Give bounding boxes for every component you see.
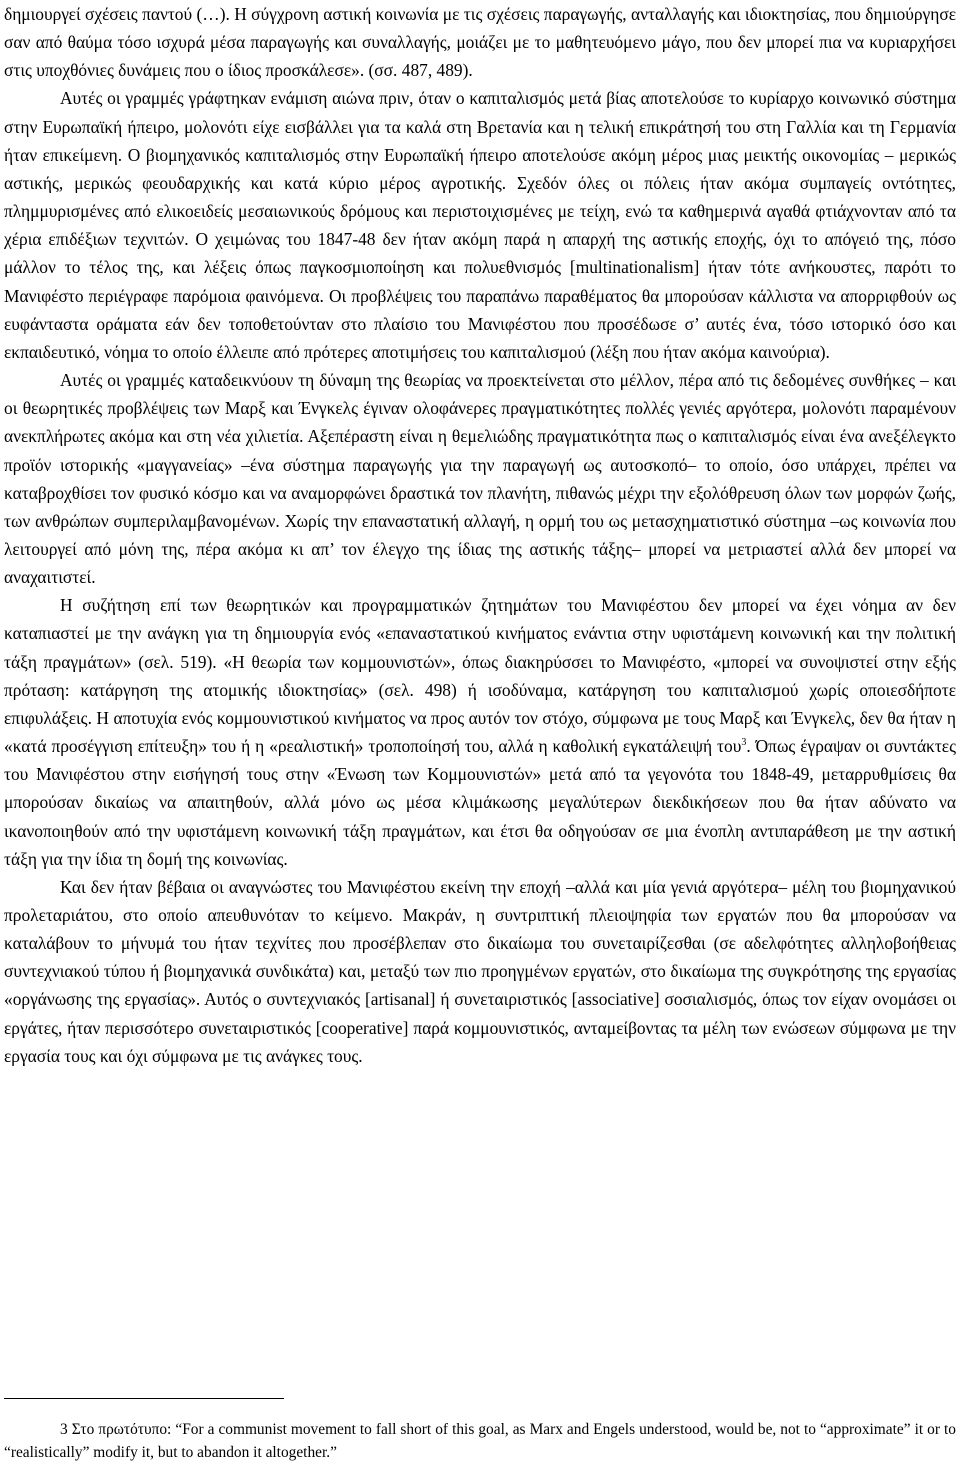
paragraph-5: Και δεν ήταν βέβαια οι αναγνώστες του Μανιφέστου εκείνη την εποχή –αλλά και μία γενιά αργότερα– μέλη του βιομηχανικού προλεταριάτου, στο οποίο απευθυνόταν το κείμενο. Μακράν, η συντριπτική πλειοψηφία των εργατών που θα μπορούσαν να καταλάβουν το μήνυμά του ήταν τεχνίτες που προσέβλεπαν στο δικαίωμα του συνεταιρίζεσθαι (σε αδελφότητες αλληλοβοήθειας συντεχνιακού τύπου ή βιομηχανικά συνδικάτα) και, μεταξύ των πιο προηγμένων εργατών, στο δικαίωμα της συγκρότησης της εργασίας «οργάνωσης της εργασίας». Αυτός ο συντεχνιακός [artisanal] ή συνεταιριστικός [associative] σοσιαλισμός, όπως τον είχαν ονομάσει οι εργάτες, ήταν περισσότερο συνεταιριστικός [cooperative] παρά κομμουνιστικός, ανταμείβοντας τα μέλη των ενώσεων σύμφωνα με την εργασία τους και όχι σύμφωνα με τις ανάγκες τους. (4, 876, 956, 1066)
paragraph-1: δημιουργεί σχέσεις παντού (…). Η σύγχρονη αστική κοινωνία με τις σχέσεις παραγωγής, ανταλλαγής και ιδιοκτησίας, που δημιούργησε σαν από θαύμα τόσο ισχυρά μέσα παραγωγής και συναλλαγής, μοιάζει με το μαθητευόμενο μάγο, που δεν μπορεί πια να κυριαρχήσει στις υποχθόνιες δυνάμεις που ο ίδιος προσκάλεσε». (σσ. 487, 489). (4, 4, 956, 81)
document-body (4, 0, 956, 1070)
paragraph-4-text: Η συζήτηση επί των θεωρητικών και προγραμματικών ζητημάτων του Μανιφέστου δεν μπορεί να έχει νόημα αν δεν καταπιαστεί με την ανάγκη για τη δημιουργία ενός «επαναστατικού κινήματος ενάντια στην υφιστάμενη κοινωνική και την πολιτική τάξη πραγμάτων» (σελ. 519). «Η θεωρία των κομμουνιστών», όπως διακηρύσσει το Μανιφέστο, «μπορεί να συνοψιστεί στην εξής πρόταση: κατάργηση της ατομικής ιδιοκτησίας» (σελ. 498) ή ισοδύναμα, κατάργηση του καπιταλισμού χωρίς οποιεσδήποτε επιφυλάξεις. Η αποτυχία ενός κομμουνιστικού κινήματος να προς αυτόν τον στόχο, σύμφωνα με τους Μαρξ και Ένγκελς, δεν θα ήταν η «κατά προσέγγιση επίτευξη» του ή η «ρεαλιστική» τροποποίησή του, αλλά η καθολική εγκατάλειψή του (4, 595, 956, 757)
footnote-text: Στο πρωτότυπο: “For a communist movement to fall short of this goal, as Marx and Engels understood, would be, not to “approximate” it or to “realistically” modify it, but to abandon it altogether.” (4, 1421, 956, 1462)
paragraph-2: Αυτές οι γραμμές γράφτηκαν ενάμιση αιώνα πριν, όταν ο καπιταλισμός μετά βίας αποτελούσε το κυρίαρχο κοινωνικό σύστημα στην Ευρωπαϊκή ήπειρο, μολονότι είχε εισβάλλει για τα καλά στη Βρετανία και η τελική επικράτησή του στη Γαλλία και τη Γερμανία ήταν επικείμενη. Ο βιομηχανικός καπιταλισμός στην Ευρωπαϊκή ήπειρο αποτελούσε ακόμη μέρος μιας μεικτής οικονομίας – μερικώς αστικής, μερικώς φεουδαρχικής και κατά κύριο μέρος αγροτικής. Σχεδόν όλες οι πόλεις ήταν ακόμα συμπαγείς οντότητες, πλημμυρισμένες από ελικοειδείς μεσαιωνικούς δρόμους και περιστοιχισμένες με τείχη, ενώ τα καθημερινά αγαθά φτιάχνονταν από τα χέρια επιδέξιων τεχνιτών. Ο χειμώνας του 1847-48 δεν ήταν ακόμη παρά η απαρχή της αστικής εποχής, όχι το απόγειό της, πόσο μάλλον το τέλος της, και λέξεις όπως παγκοσμιοποίηση και πολυεθνισμός [multinationalism] ήταν τότε ανήκουστες, παρότι το Μανιφέστο περιέγραφε παρόμοια φαινόμενα. Οι προβλέψεις του παραπάνω παραθέματος θα μπορούσαν κάλλιστα να απορριφθούν ως ευφάνταστα οράματα εάν δεν τοποθετούνταν στο πλαίσιο του Μανιφέστου που προσέδωσε σ’ αυτές ένα, τόσο ιστορικό όσο και εκπαιδευτικό, νόημα το οποίο έλλειπε από πρότερες αποτιμήσεις του καπιταλισμού (λέξη που ήταν ακόμα καινούρια). (4, 88, 956, 362)
footnote (4, 1418, 956, 1464)
paragraph-4 (4, 591, 956, 873)
footnote-reference[interactable]: 3 (741, 737, 747, 749)
footnote-number: 3 (60, 1421, 68, 1439)
paragraph-4-tail: . Όπως έγραψαν οι συντάκτες του Μανιφέστου στην εισήγησή τους στην «Ένωση των Κομμουνιστών» μετά από τα γεγονότα του 1848-49, μεταρρυθμίσεις θα μπορούσαν δικαίως να απαιτηθούν, αλλά μόνο ως μέσα κλιμάκωσης μεγαλύτερων διεκδικήσεων που θα ήταν αδύνατο να ικανοποιηθούν από την υφιστάμενη κοινωνική τάξη πραγμάτων, και έτσι θα οδηγούσαν σε μια ένοπλη αντιπαράθεση με την αστική τάξη για την ίδια τη δομή της κοινωνίας. (4, 736, 956, 869)
footnote-separator (4, 1398, 284, 1399)
paragraph-3: Αυτές οι γραμμές καταδεικνύουν τη δύναμη της θεωρίας να προεκτείνεται στο μέλλον, πέρα από τις δεδομένες συνθήκες – και οι θεωρητικές προβλέψεις των Μαρξ και Ένγκελς έγιναν ολοφάνερες πραγματικότητες πολλές γενιές αργότερα, μολονότι παραμένουν ανεκπλήρωτες ακόμα και στη νέα χιλιετία. Αξεπέραστη είναι η θεμελιώδης πραγματικότητα πως ο καπιταλισμός είναι ένα ανεξέλεγκτο προϊόν ιστορικής «μαγγανείας» –ένα σύστημα παραγωγής για την παραγωγή ως αυτοσκοπό– το οποίο, όσο υπάρχει, πρέπει να καταβροχθίσει τον φυσικό κόσμο και να αναμορφώνει δραστικά τον πλανήτη, πιθανώς μέχρι την εξολόθρευση όλων των μορφών ζωής, των ανθρώπων συμπεριλαμβανομένων. Χωρίς την επαναστατική αλλαγή, η ορμή του ως μετασχηματιστικό σύστημα –ως κοινωνία που λειτουργεί από μόνη της, πέρα ακόμα κι απ’ τον έλεγχο της ίδιας της αστικής τάξης– μπορεί να μετριαστεί αλλά δεν μπορεί να αναχαιτιστεί. (4, 370, 956, 588)
